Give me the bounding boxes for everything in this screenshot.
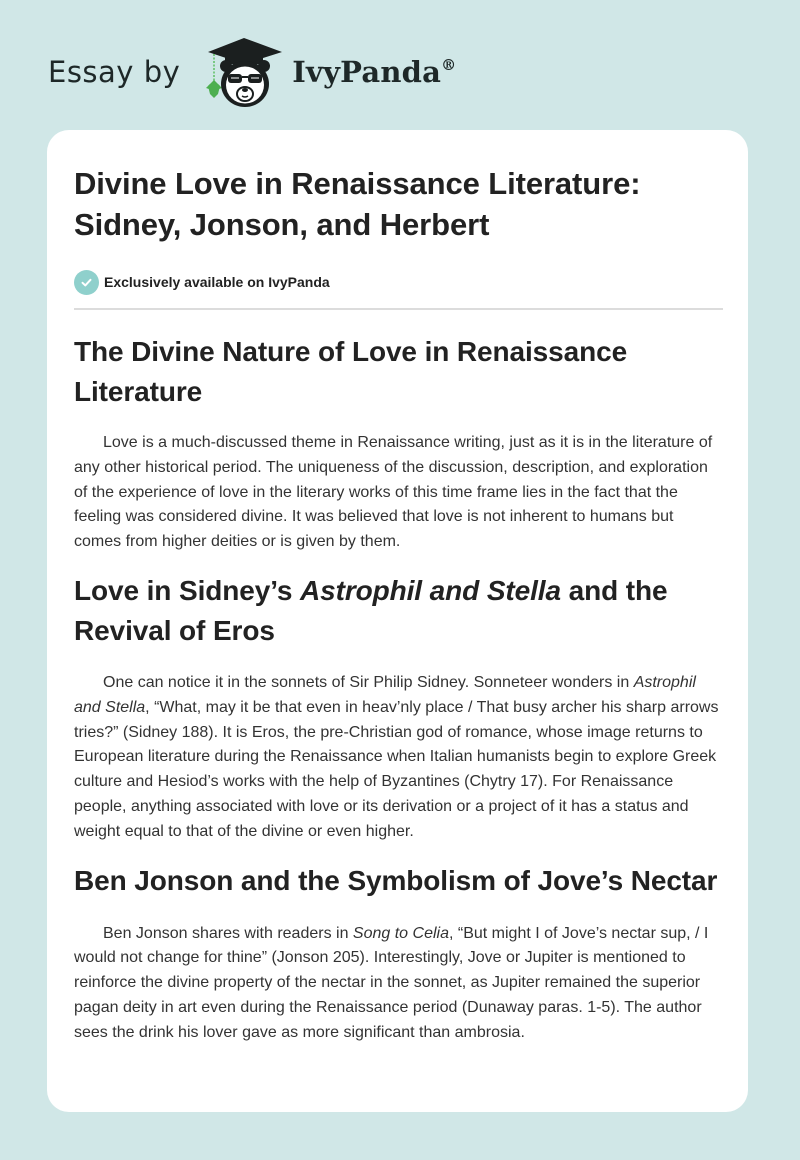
- check-circle-icon: [74, 270, 99, 295]
- section-heading: Ben Jonson and the Symbolism of Jove’s Nectar: [74, 864, 718, 896]
- work-title-italic: Astrophil and Stella: [300, 574, 561, 606]
- ivypanda-wordmark[interactable]: IvyPanda®: [292, 54, 457, 89]
- essay-card: [47, 130, 748, 1112]
- section-paragraph: Ben Jonson shares with readers in Song to Celia, “But might I of Jove’s nectar sup, / I would not change for thine” (Jonson 205). Interestingly, Jove or Jupiter is mentioned to reinforce the divine property of the nectar in the sonnet, as Jupiter remained the superior pagan deity in art even during the Renaissance period (Dunaway paras. 1-5). The author sees the drink his lover gave as more significant than ambrosia.: [74, 924, 709, 1041]
- section-paragraph: Love is a much-discussed theme in Renaissance writing, just as it is in the literature of any other historical period. The uniqueness of the discussion, description, and exploration of the experience of love in the literary works of this time frame lies in the fact that the feeling was considered divine. It was believed that love is not inherent to humans but comes from higher deities or is given by them.: [74, 434, 713, 551]
- registered-mark: ®: [441, 55, 457, 74]
- exclusive-badge: [74, 268, 724, 296]
- section-divine-nature: [74, 332, 724, 555]
- section-jonson-nectar: [74, 861, 724, 1046]
- section-heading: The Divine Nature of Love in Renaissance Literature: [74, 336, 628, 407]
- section-paragraph: One can notice it in the sonnets of Sir Philip Sidney. Sonneteer wonders in Astrophil and Stella, “What, may it be that even in heav’nly place / That busy archer his sharp arrows tries?” (Sidney 188). It is Eros, the pre-Christian god of romance, whose image returns to European literature during the Renaissance when Italian humanists begin to explore Greek culture and Hesiod’s works with the help of Byzantines (Chytry 17). For Renaissance people, anything associated with love or its derivation or a project of it has a status and weight equal to that of the divine or even higher.: [74, 673, 719, 840]
- title-divider: [74, 308, 723, 310]
- panda-graduate-logo-icon[interactable]: [198, 34, 288, 110]
- section-sidney-eros: [74, 571, 724, 845]
- essay-by-label: Essay by: [48, 54, 181, 89]
- page-title: Divine Love in Renaissance Literature: Sidney, Jonson, and Herbert: [74, 166, 641, 242]
- work-title-italic: Astrophil and Stella: [74, 673, 696, 716]
- section-heading: Love in Sidney’s Astrophil and Stella and the Revival of Eros: [74, 574, 668, 646]
- work-title-italic: Song to Celia: [352, 924, 449, 942]
- exclusive-text: Exclusively available on IvyPanda: [104, 274, 330, 290]
- site-header: [48, 34, 456, 110]
